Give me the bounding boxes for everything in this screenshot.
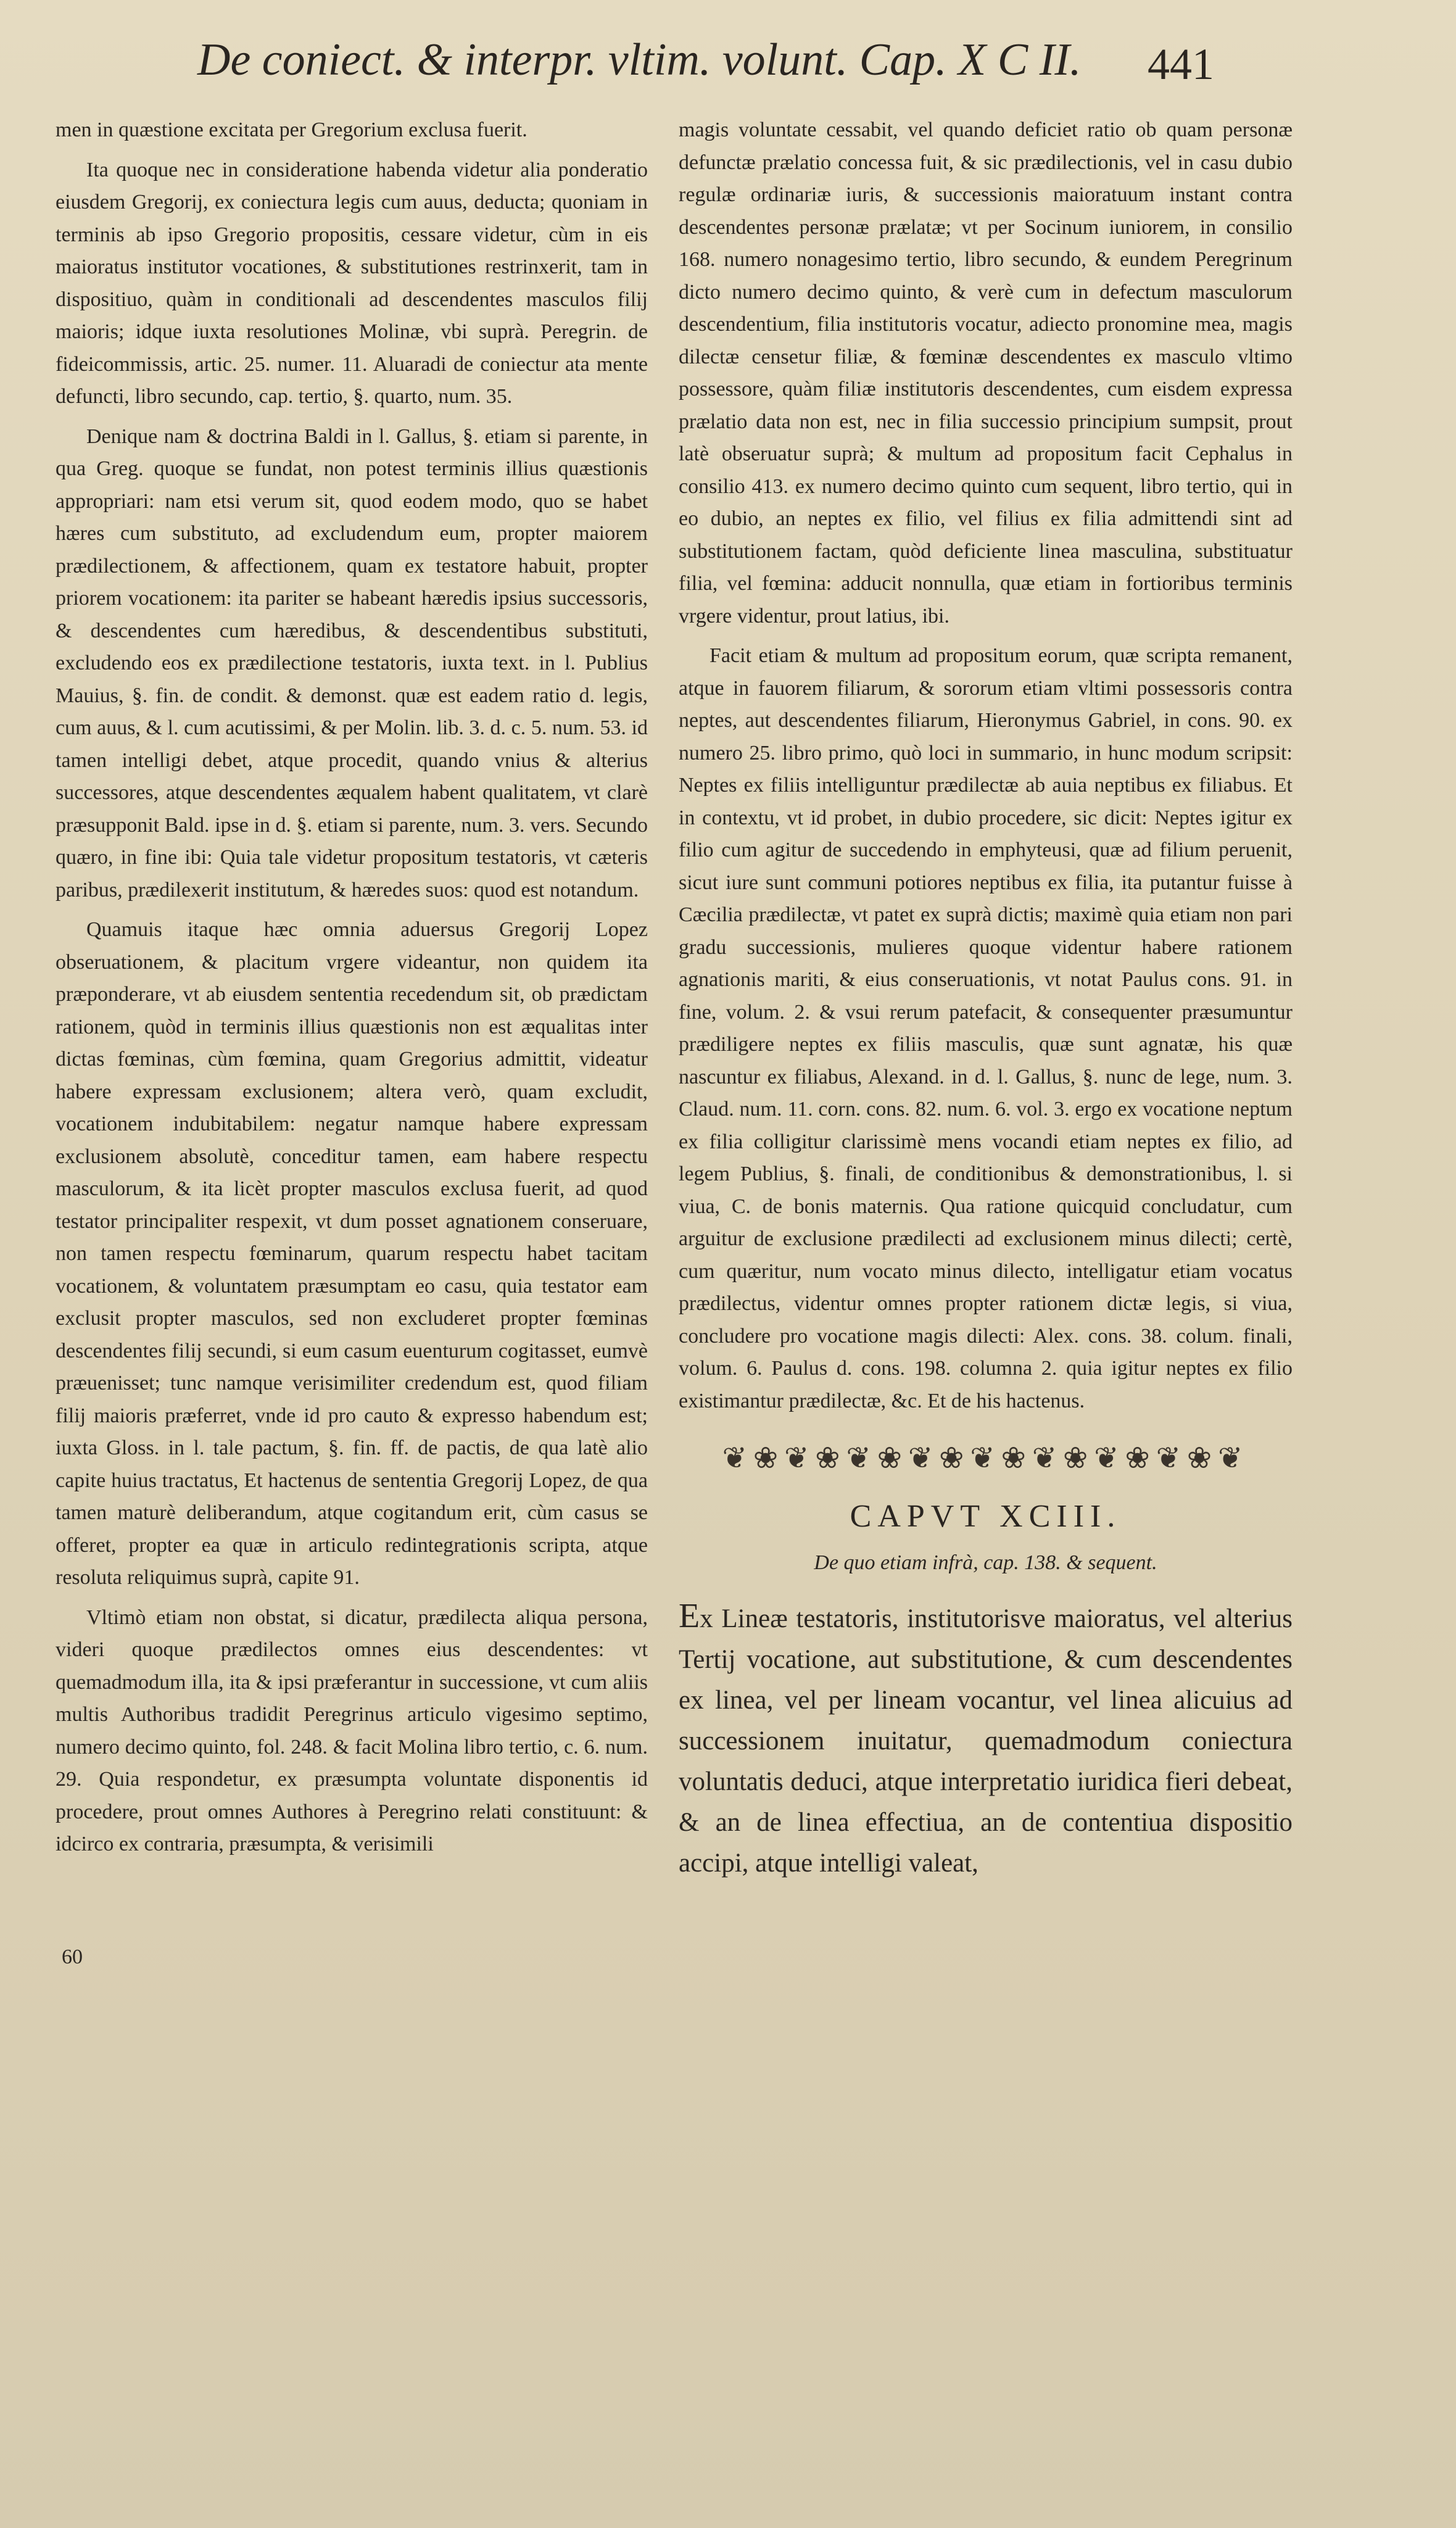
right-column	[679, 114, 1293, 1884]
page-header	[0, 31, 1456, 99]
marginal-number: 60	[62, 1946, 83, 1968]
left-column	[56, 114, 648, 1861]
chapter-subheading: De quo etiam infrà, cap. 138. & sequent.	[814, 1551, 1157, 1575]
running-title: De coniect. & interpr. vltim. volunt. Cap. X C II.	[197, 35, 1082, 85]
paragraph: Ita quoque nec in consideratione habenda videtur alia ponderatio eiusdem Gregorij, ex coniectura legis cum auus, deducta; quoniam in terminis ab ipso Gregorio propositis, cessare videtur, cùm in eis maioratus institutor vocationes, & substitutiones restrinxerit, tam in dispositiuo, quàm in conditionali ad descendentes masculos filij maioris; idque iuxta resolutiones Molinæ, vbi suprà. Peregrin. de fideicommissis, artic. 25. numer. 11. Aluaradi de coniectur ata mente defuncti, libro secundo, cap. tertio, §. quarto, num. 35.	[56, 158, 648, 408]
paragraph: Facit etiam & multum ad propositum eorum, quæ scripta remanent, atque in fauorem filiarum, & sororum etiam vltimi possessoris contra neptes, aut descendentes filiarum, Hieronymus Gabriel, in cons. 90. ex numero 25. libro primo, quò loci in summario, in hunc modum scripsit: Neptes ex filiis intelliguntur prædilectæ ab auia neptibus ex filiabus. Et in contextu, vt id probet, in dubio procedere, sic dicit: Neptes igitur ex filio cum agitur de succedendo in emphyteusi, quæ ad filium peruenit, sicut iure sunt communi potiores neptibus ex filia, ita putantur fuisse à Cæcilia prædilectæ, vt patet ex suprà dictis; maximè quia etiam non pari gradu successionis, mulieres quoque videntur habere rationem agnationis mariti, & eius conseruationis, vt notat Paulus cons. 91. in fine, volum. 2. & vsui rerum patefacit, & consequenter præsumuntur prædiligere neptes ex filiis masculis, quæ sunt agnatæ, his quæ nascuntur ex filiabus, Alexand. in d. l. Gallus, §. nunc de lege, num. 3. Claud. num. 11. corn. cons. 82. num. 6. vol. 3. ergo ex vocatione neptum ex filia colligitur clarissimè mens vocandi etiam neptes ex filio, ad legem Publius, §. finali, de conditionibus & demonstrationibus, l. si viua, C. de bonis maternis. Qua ratione quicquid concludatur, cum arguitur de exclusione prædilecti ad exclusionem minus dilecti; certè, cum quæritur, num vocato minus dilecto, intelligatur etiam vocatus prædilectus, videntur omnes propter rationem dictæ legis, si viua, concludere pro vocatione magis dilecti: Alex. cons. 38. colum. finali, volum. 6. Paulus d. cons. 198. columna 2. quia igitur neptes ex filio existimantur prædilectæ, &c. Et de his hactenus.	[679, 644, 1293, 1412]
paragraph: Quamuis itaque hæc omnia aduersus Gregorij Lopez obseruationem, & placitum vrgere videantur, non quidem ita præponderare, vt ab eiusdem sententia recedendum sit, ob prædictam rationem, quòd in terminis illius quæstionis non est æqualitas inter dictas fœminas, cùm fœmina, quam Gregorius admittit, videatur habere expressam exclusionem; altera verò, quam excludit, vocationem indubitabilem: negatur namque habere expressam exclusionem absolutè, conceditur tamen, eam habere respectu masculorum, & ita licèt propter masculos exclusa fuerit, ad quod testator principaliter respexit, vt dum posset agnationem conseruare, non tamen respectu fœminarum, quarum respectu habet tacitam vocationem, & voluntatem præsumptam eo casu, quia testator eam exclusit propter masculos, sed non excluderet propter fœminas descendentes filij secundi, si eum casum euenturum cogitasset, eumvè præuenisset; tunc namque verisimiliter credendum est, quod filiam filij maioris præferret, vnde id pro cauto & expresso habendum est; iuxta Gloss. in l. tale pactum, §. fin. ff. de pactis, de qua latè alio capite huius tractatus, Et hactenus de sententia Gregorij Lopez, de qua tamen maturè deliberandum, atque cogitandum erit, cùm casus se offeret, propter ea quæ in articulo redintegrationis scripta, atque resoluta reliquimus suprà, capite 91.	[56, 918, 648, 1589]
decorative-ornament-band: ❦❀❦❀❦❀❦❀❦❀❦❀❦❀❦❀❦	[722, 1442, 1249, 1475]
page-number: 441	[1148, 39, 1214, 89]
paragraph: Vltimò etiam non obstat, si dicatur, prædilecta aliqua persona, videri quoque prædilectos omnes eius descendentes: vt quemadmodum illa, ita & ipsi præferantur in successione, vt cum aliis multis Authoribus tradidit Peregrinus articulo vigesimo septimo, numero decimo quinto, fol. 248. & facit Molina libro tertio, c. 6. num. 29. Quia respondetur, ex præsumpta voluntate disponentis id procedere, prout omnes Authores à Peregrino relati constituunt: & idcirco ex contraria, præsumpta, & verisimili	[56, 1606, 648, 1855]
chapter-body-text: x Lineæ testatoris, institutorisve maioratus, vel alterius Tertij vocatione, aut substitutione, & cum descendentes ex linea, vel per lineam vocantur, vel linea alicuius ad successionem inuitatur, quemadmodum coniectura voluntatis deduci, atque interpretatio iuridica fieri debeat, & an de linea effectiua, an de contentiua dispositio accipi, atque intelligi valeat,	[679, 1604, 1293, 1878]
paragraph: Denique nam & doctrina Baldi in l. Gallus, §. etiam si parente, in qua Greg. quoque se fundat, non potest terminis illius quæstionis appropriari: nam etsi verum sit, quod eodem modo, quo se habet hæres cum substituto, ad excludendum eum, propter maiorem prædilectionem, & affectionem, quam ex testatore habuit, propter priorem vocationem: ita pariter se habeant hæredis ipsius successoris, & descendentes cum hæredibus, & descendentibus substituti, excludendo eos ex prædilectione testatoris, iuxta text. in l. Publius Mauius, §. fin. de condit. & demonst. quæ est eadem ratio d. legis, cum auus, & l. cum acutissimi, & per Molin. lib. 3. d. c. 5. num. 53. id tamen intelligi debet, atque procedit, quando vnius & alterius successores, atque descendentes æqualem habent qualitatem, vt clarè præsupponit Bald. ipse in d. §. etiam si parente, num. 3. vers. Secundo quæro, in fine ibi: Quia tale videtur propositum testatoris, vt cæteris paribus, prædilexerit institutum, & hæredes suos: quod est notandum.	[56, 425, 648, 901]
initial-letter: E	[679, 1596, 700, 1635]
chapter-heading: CAPVT XCIII.	[850, 1499, 1122, 1534]
chapter-body	[679, 1596, 1293, 1884]
paragraph: men in quæstione excitata per Gregorium exclusa fuerit.	[56, 118, 527, 141]
paragraph: magis voluntate cessabit, vel quando deficiet ratio ob quam personæ defunctæ prælatio concessa fuit, & sic prædilectionis, vel in casu dubio regulæ ordinariæ iuris, & successionis maioratuum instant contra descendentes personæ prælatæ; vt per Socinum iuniorem, in consilio 168. numero nonagesimo tertio, libro secundo, & eundem Peregrinum dicto numero decimo quinto, & verè cum in defectum masculorum descendentium, filia institutoris vocatur, adiecto pronomine mea, magis dilectæ censetur filiæ, & fœminæ descendentes ex masculo vltimo possessore, quàm filiæ institutoris descendentes, cum eisdem expressa prælatio data non est, nec in filia successio principium sumpsit, prout latè obseruatur suprà; & multum ad propositum facit Cephalus in consilio 413. ex numero decimo quinto cum sequent, libro tertio, qui in eo dubio, an neptes ex filio, vel filius ex filia admittendi sint ad substitutionem factam, quòd deficiente linea masculina, substituatur filia, vel fœmina: adducit nonnulla, quæ etiam in fortioribus terminis vrgere videntur, prout latius, ibi.	[679, 118, 1293, 628]
